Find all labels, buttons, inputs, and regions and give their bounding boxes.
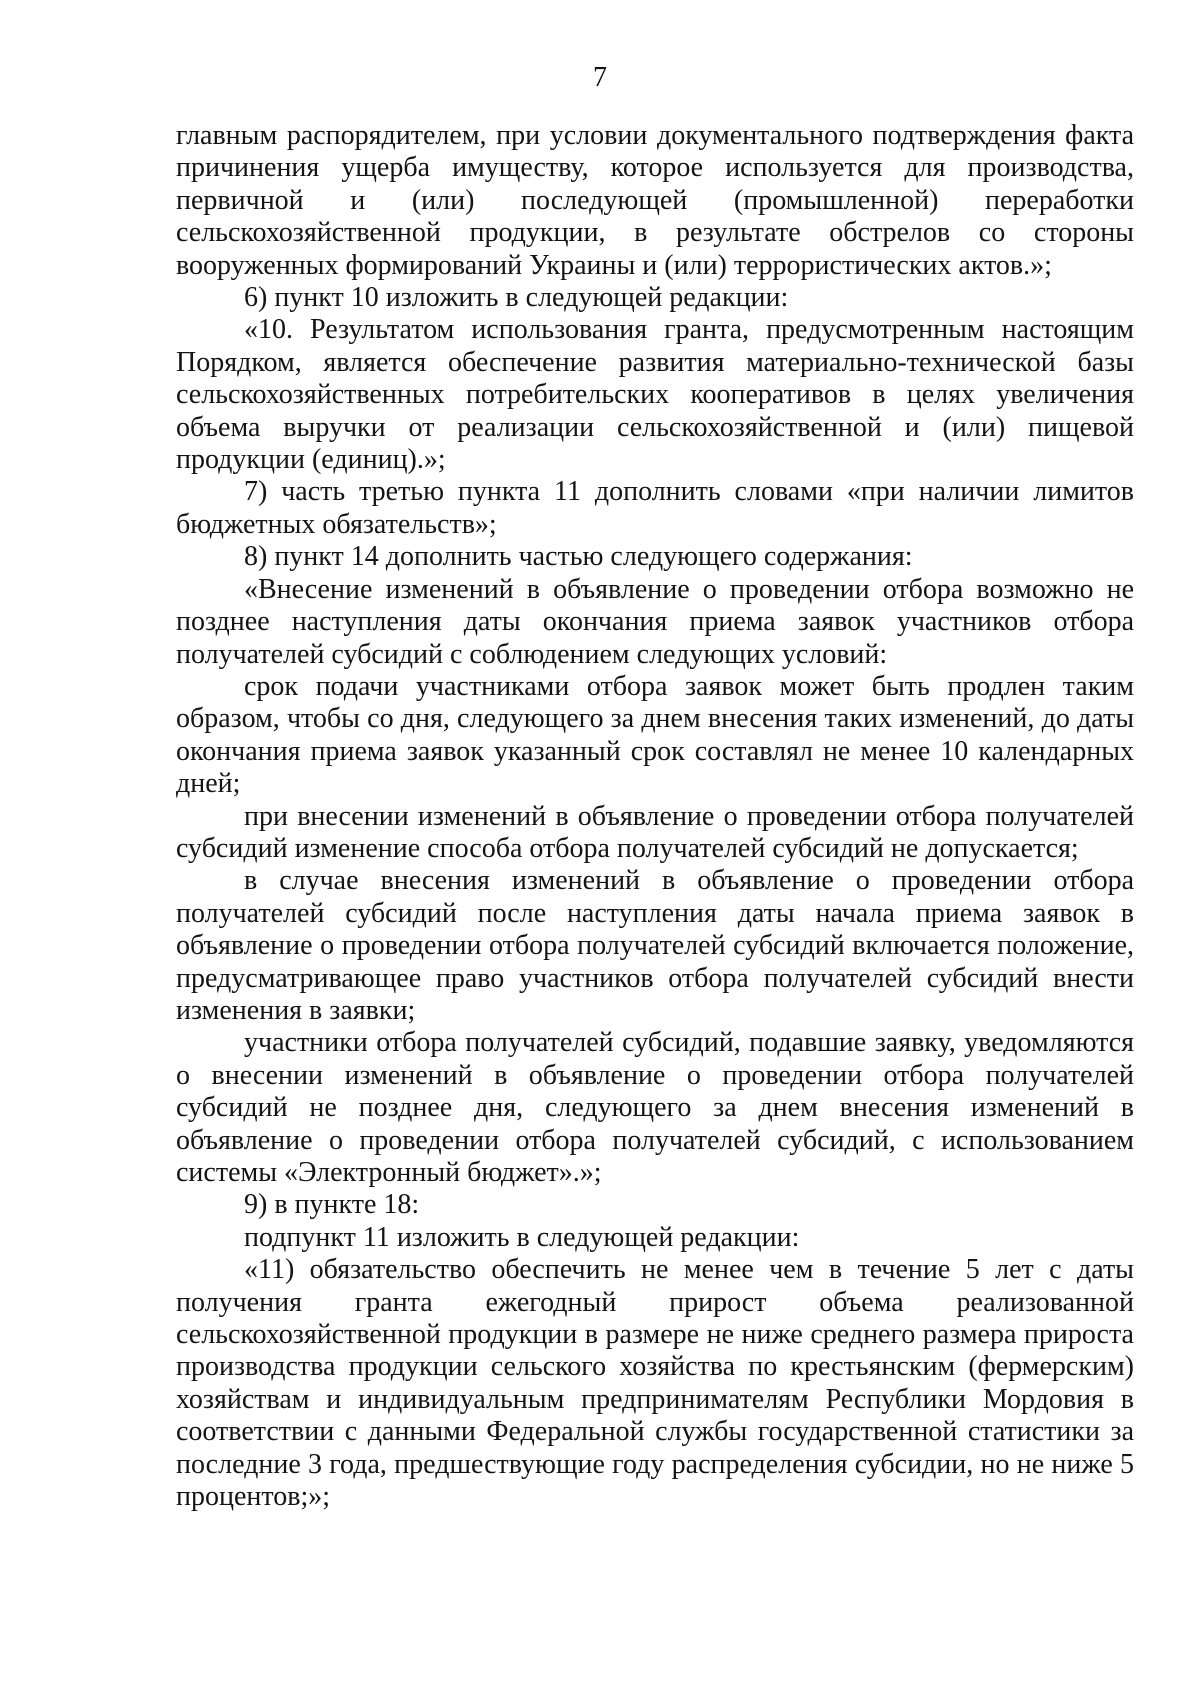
paragraph-condition-notification: участники отбора получателей субсидий, подавшие заявку, уведомляются о внесении изменений в объявление о проведении отбора получателей субсидий не позднее дня, следующего за днем внесения изменений в объявление о проведении отбора получателей субсидий, с использованием системы «Электронный бюджет».»; xyxy=(176,1027,1134,1188)
paragraph-condition-deadline: срок подачи участниками отбора заявок может быть продлен таким образом, чтобы со дня, следующего за днем внесения таких изменений, до даты окончания приема заявок указанный срок составлял не менее 10 календарных дней; xyxy=(176,670,1134,800)
paragraph-subpoint-11-text: «11) обязательство обеспечить не менее чем в течение 5 лет с даты получения гранта ежегодный прирост объема реализованной сельскохозяйственной продукции в размере не ниже среднего размера прироста производства продукции сельского хозяйства по крестьянским (фермерским) хозяйствам и индивидуальным предпринимателям Республики Мордовия в соответствии с данными Федеральной службы государственной статистики за последние 3 года, предшествующие году распределения субсидии, но не ниже 5 процентов;»; xyxy=(176,1254,1134,1513)
paragraph-condition-method: при внесении изменений в объявление о проведении отбора получателей субсидий изменение способа отбора получателей субсидий не допускается; xyxy=(176,800,1134,864)
paragraph-item-7: 7) часть третью пункта 11 дополнить словами «при наличии лимитов бюджетных обязательств»; xyxy=(176,476,1134,540)
paragraph-item-8: 8) пункт 14 дополнить частью следующего содержания: xyxy=(244,541,913,573)
paragraph-subpoint-11-intro: подпункт 11 изложить в следующей редакции: xyxy=(244,1221,800,1253)
paragraph-item-9: 9) в пункте 18: xyxy=(244,1189,420,1221)
paragraph-continuation: главным распорядителем, при условии документального подтверждения факта причинения ущерба имуществу, которое используется для производства, первичной и (или) последующей (промышленной) переработки сельскохозяйственной продукции, в результате обстрелов со стороны вооруженных формирований Украины и (или) террористических актов.»; xyxy=(176,120,1134,281)
page-number: 7 xyxy=(593,62,607,93)
paragraph-amendment-intro: «Внесение изменений в объявление о проведении отбора возможно не позднее наступления даты окончания приема заявок участников отбора получателей субсидий с соблюдением следующих условий: xyxy=(176,573,1134,670)
paragraph-point-10-text: «10. Результатом использования гранта, предусмотренным настоящим Порядком, является обеспечение развития материально-технической базы сельскохозяйственных потребительских кооперативов в целях увеличения объема выручки от реализации сельскохозяйственной и (или) пищевой продукции (единиц).»; xyxy=(176,314,1134,476)
paragraph-condition-changes: в случае внесения изменений в объявление о проведении отбора получателей субсидий после наступления даты начала приема заявок в объявление о проведении отбора получателей субсидий включается положение, предусматривающее право участников отбора получателей субсидий внести изменения в заявки; xyxy=(176,865,1134,1026)
paragraph-item-6: 6) пункт 10 изложить в следующей редакции: xyxy=(244,282,789,314)
document-body xyxy=(176,120,1134,1513)
